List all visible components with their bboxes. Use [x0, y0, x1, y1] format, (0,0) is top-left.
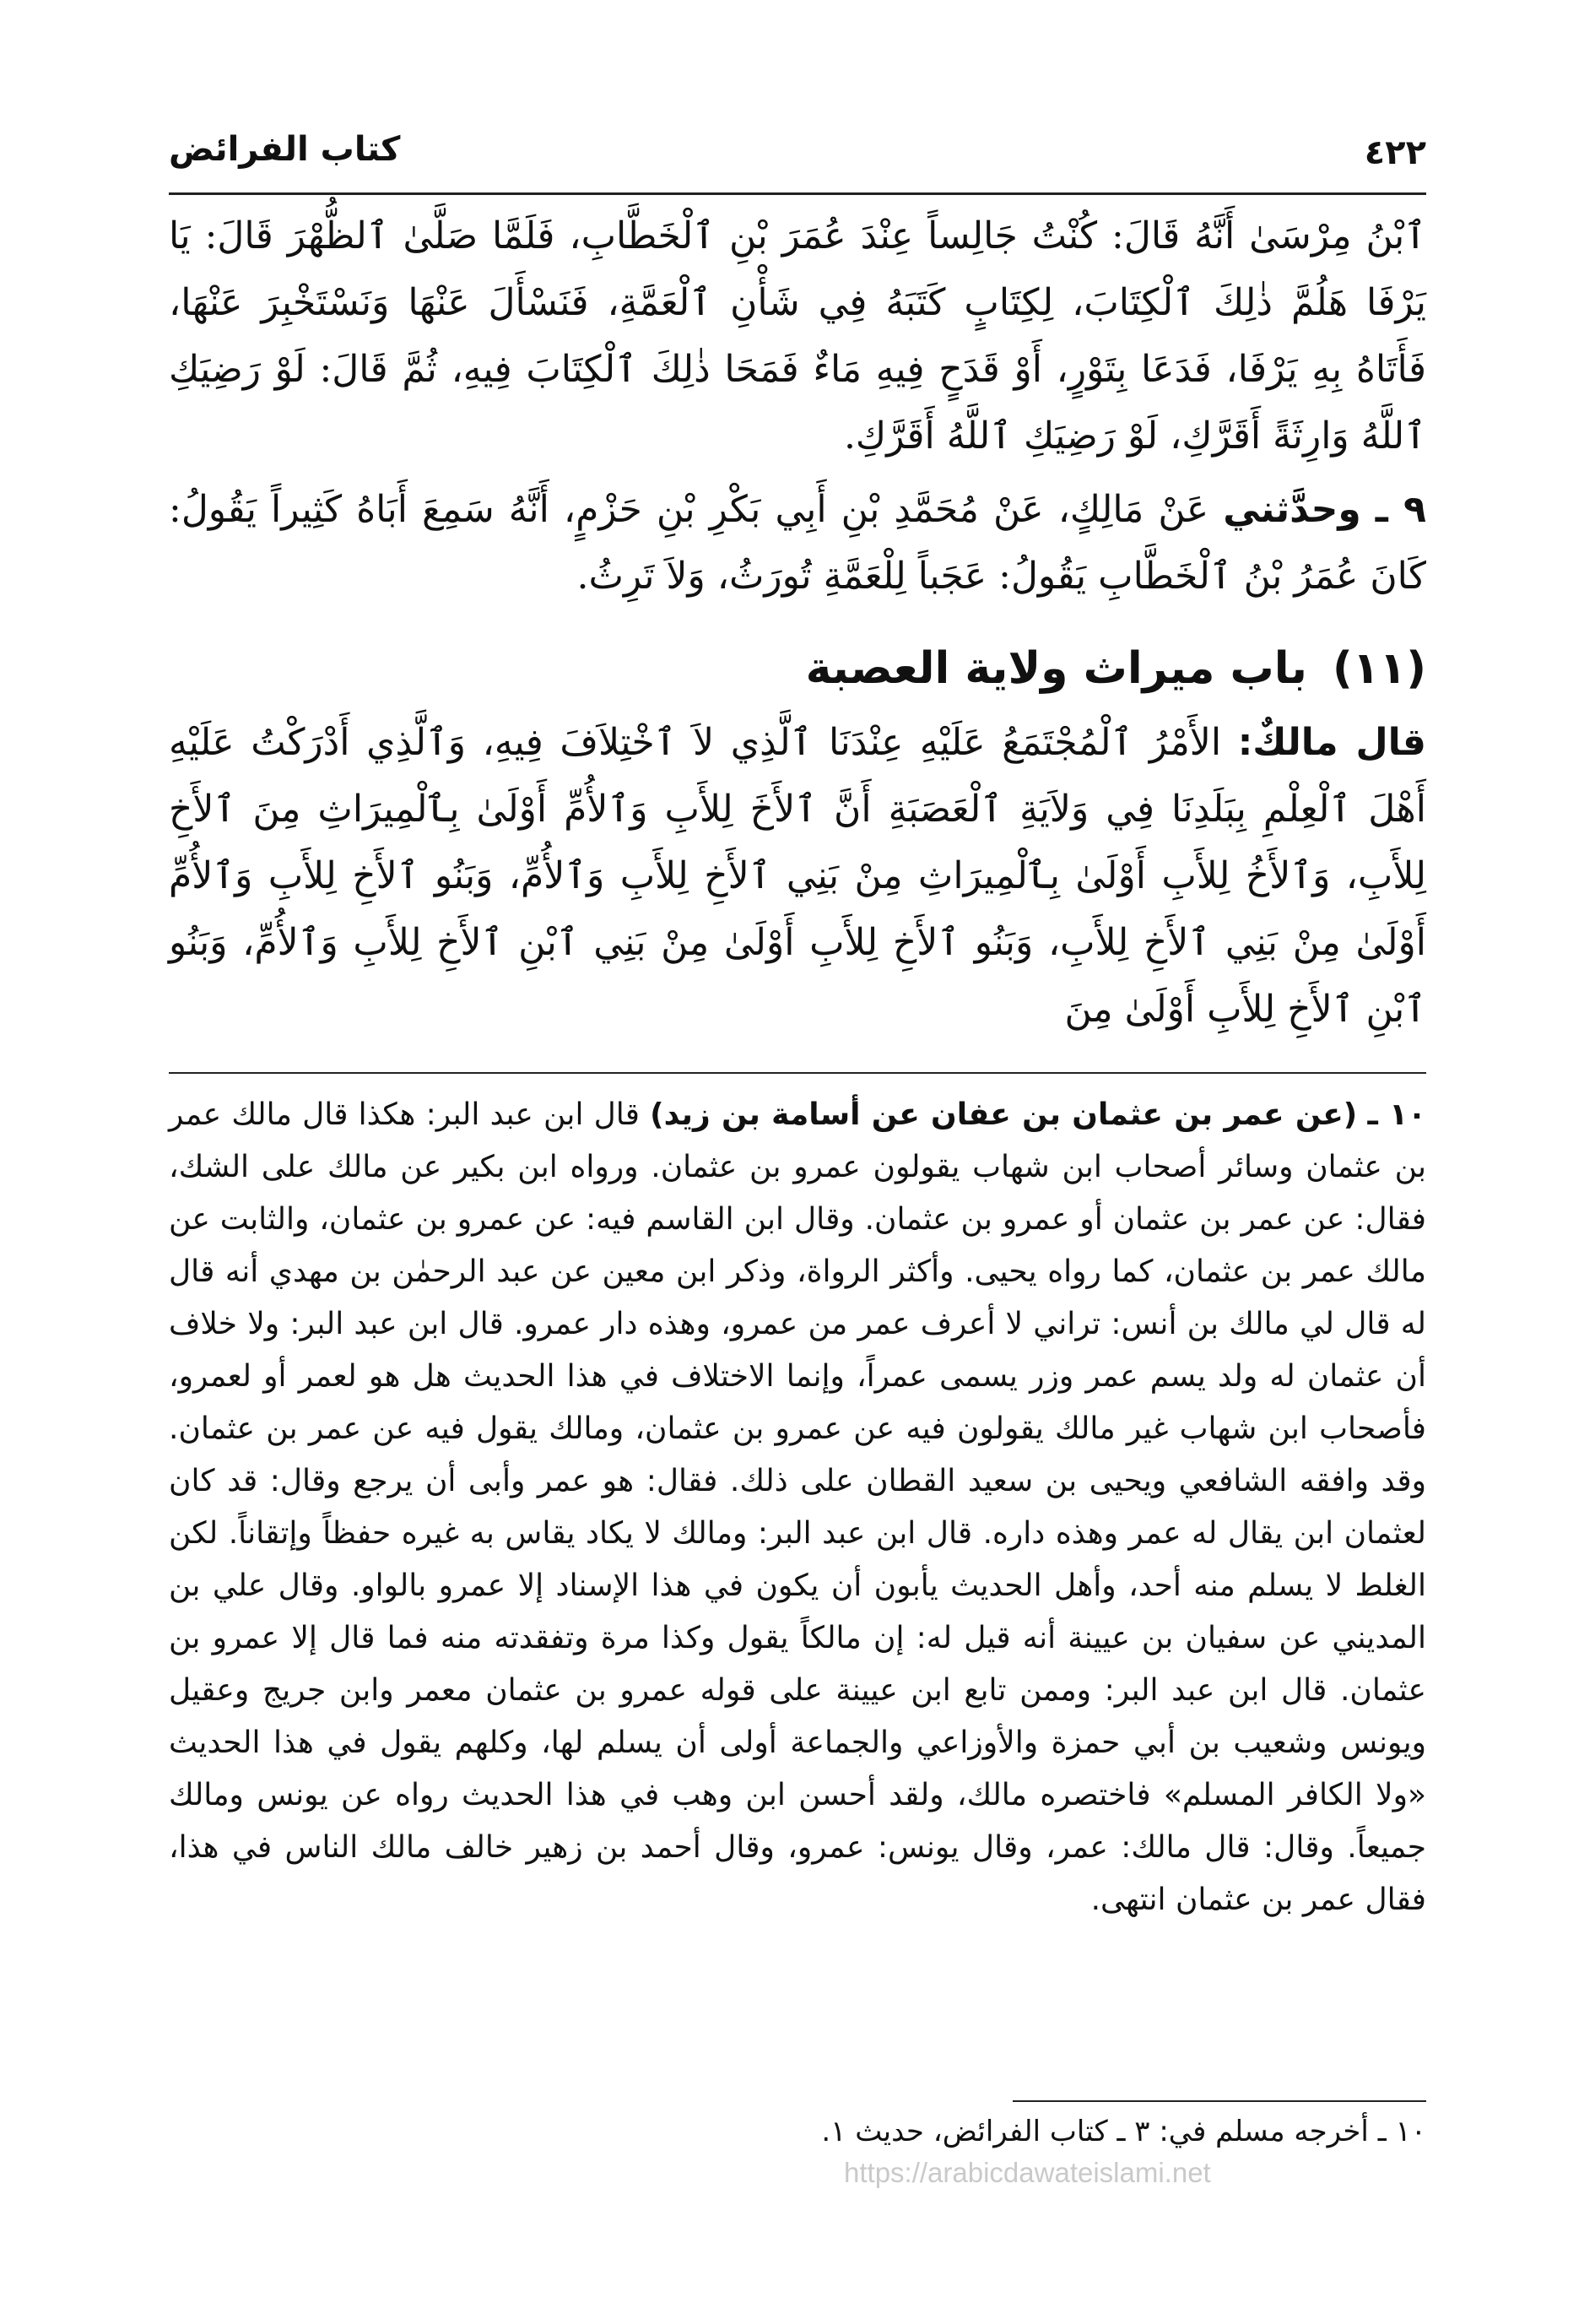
footnote-divider	[1013, 2100, 1426, 2102]
page-number: ٤٢٢	[1364, 133, 1426, 172]
opening-paragraph: ٱبْنُ مِرْسَىٰ أَنَّهُ قَالَ: كُنْتُ جَالِساً عِنْدَ عُمَرَ بْنِ ٱلْخَطَّابِ، فَلَمَّا صَلَّىٰ ٱلظُّهْرَ قَالَ: يَا يَرْفَا هَلُمَّ ذٰلِكَ ٱلْكِتَابَ، لِكِتَابٍ كَتَبَهُ فِي شَأْنِ ٱلْعَمَّةِ، فَنَسْأَلَ عَنْهَا وَنَسْتَخْبِرَ عَنْهَا، فَأَتَاهُ بِهِ يَرْفَا، فَدَعَا بِتَوْرٍ، أَوْ قَدَحٍ فِيهِ مَاءٌ فَمَحَا ذٰلِكَ ٱلْكِتَابَ فِيهِ، ثُمَّ قَالَ: لَوْ رَضِيَكِ ٱللَّهُ وَارِثَةً أَقَرَّكِ، لَوْ رَضِيَكِ ٱللَّهُ أَقَرَّكِ.	[169, 214, 1426, 458]
malik-text: الأَمْرُ ٱلْمُجْتَمَعُ عَلَيْهِ عِنْدَنَا ٱلَّذِي لاَ ٱخْتِلاَفَ فِيهِ، وَٱلَّذِي أَدْرَكْتُ عَلَيْهِ أَهْلَ ٱلْعِلْمِ بِبَلَدِنَا فِي وَلاَيَةِ ٱلْعَصَبَةِ أَنَّ ٱلأَخَ لِلأَبِ وَٱلأُمِّ أَوْلَىٰ بِٱلْمِيرَاثِ مِنَ ٱلأَخِ لِلأَبِ، وَٱلأَخُ لِلأَبِ أَوْلَىٰ بِٱلْمِيرَاثِ مِنْ بَنِي ٱلأَخِ لِلأَبِ وَٱلأُمِّ، وَبَنُو ٱلأَخِ لِلأَبِ وَٱلأُمِّ أَوْلَىٰ مِنْ بَنِي ٱلأَخِ لِلأَبِ، وَبَنُو ٱلأَخِ لِلأَبِ أَوْلَىٰ مِنْ بَنِي ٱبْنِ ٱلأَخِ لِلأَبِ وَٱلأُمِّ، وَبَنُو ٱبْنِ ٱلأَخِ لِلأَبِ أَوْلَىٰ مِنَ	[169, 721, 1426, 1031]
footnote: ١٠ ـ أخرجه مسلم في: ٣ ـ كتاب الفرائض، حديث ١.	[821, 2115, 1426, 2148]
page-header	[169, 127, 1426, 186]
note-number: ١٠ ـ	[1367, 1097, 1427, 1132]
chapter-title	[169, 638, 1426, 699]
commentary-notes	[169, 1089, 1426, 1926]
hadith-number: ٩ ـ	[1375, 488, 1426, 531]
chapter-number: (١١)	[1332, 643, 1426, 694]
hadith-9-paragraph	[169, 476, 1426, 609]
main-text	[169, 203, 1426, 1049]
running-title: كتاب الفرائض	[169, 130, 401, 169]
hadith-text: عَنْ مَالِكٍ، عَنْ مُحَمَّدِ بْنِ أَبِي بَكْرِ بْنِ حَزْمٍ، أَنَّهُ سَمِعَ أَبَاهُ كَثِيراً يَقُولُ: كَانَ عُمَرُ بْنُ ٱلْخَطَّابِ يَقُولُ: عَجَباً لِلْعَمَّةِ تُورَثُ، وَلاَ تَرِثُ.	[169, 488, 1426, 598]
watermark-url: https://arabicdawateislami.net	[844, 2157, 1211, 2188]
note-heading: (عن عمر بن عثمان بن عفان عن أسامة بن زيد)	[650, 1097, 1358, 1132]
header-divider	[169, 192, 1426, 195]
commentary-divider	[169, 1072, 1426, 1074]
note-text: قال ابن عبد البر: هكذا قال مالك عمر بن عثمان وسائر أصحاب ابن شهاب يقولون عمرو بن عثمان. ورواه ابن بكير عن مالك على الشك، فقال: عن عمر بن عثمان أو عمرو بن عثمان. وقال ابن القاسم فيه: عن عمرو بن عثمان، والثابت عن مالك عمر بن عثمان، كما رواه يحيى. وأكثر الرواة، وذكر ابن معين عن عبد الرحمٰن بن مهدي أنه قال له قال لي مالك بن أنس: تراني لا أعرف عمر من عمرو، وهذه دار عمرو. قال ابن عبد البر: ولا خلاف أن عثمان له ولد يسم عمر وزر يسمى عمراً، وإنما الاختلاف في هذا الحديث هل هو لعمر أو لعمرو، فأصحاب ابن شهاب غير مالك يقولون فيه عن عمرو بن عثمان، ومالك يقول فيه عن عمر بن عثمان. وقد وافقه الشافعي ويحيى بن سعيد القطان على ذلك. فقال: هو عمر وأبى أن يرجع وقال: قد كان لعثمان ابن يقال له عمر وهذه داره. قال ابن عبد البر: ومالك لا يكاد يقاس به غيره حفظاً وإتقاناً. لكن الغلط لا يسلم منه أحد، وأهل الحديث يأبون أن يكون في هذا الإسناد إلا عمرو بالواو. وقال علي بن المديني عن سفيان بن عيينة أنه قيل له: إن مالكاً يقول وكذا مرة وتفقدته منه فما قال إلا عمرو بن عثمان. قال ابن عبد البر: وممن تابع ابن عيينة على قوله عمرو بن عثمان معمر وابن جريج وعقيل ويونس وشعيب بن أبي حمزة والأوزاعي والجماعة أولى أن يسلم لها، وكلهم يقول في هذا الحديث «ولا الكافر المسلم» فاختصره مالك، ولقد أحسن ابن وهب في هذا الحديث رواه عن يونس ومالك جميعاً. وقال: قال مالك: عمر، وقال يونس: عمرو، وقال أحمد بن زهير خالف مالك الناس في هذا، فقال عمر بن عثمان انتهى.	[169, 1097, 1426, 1917]
hadith-lead: وحدَّثني	[1223, 488, 1361, 531]
chapter-heading: باب ميراث ولاية العصبة	[805, 643, 1307, 694]
malik-paragraph	[169, 709, 1426, 1043]
malik-lead: قال مالكٌ:	[1237, 721, 1426, 764]
